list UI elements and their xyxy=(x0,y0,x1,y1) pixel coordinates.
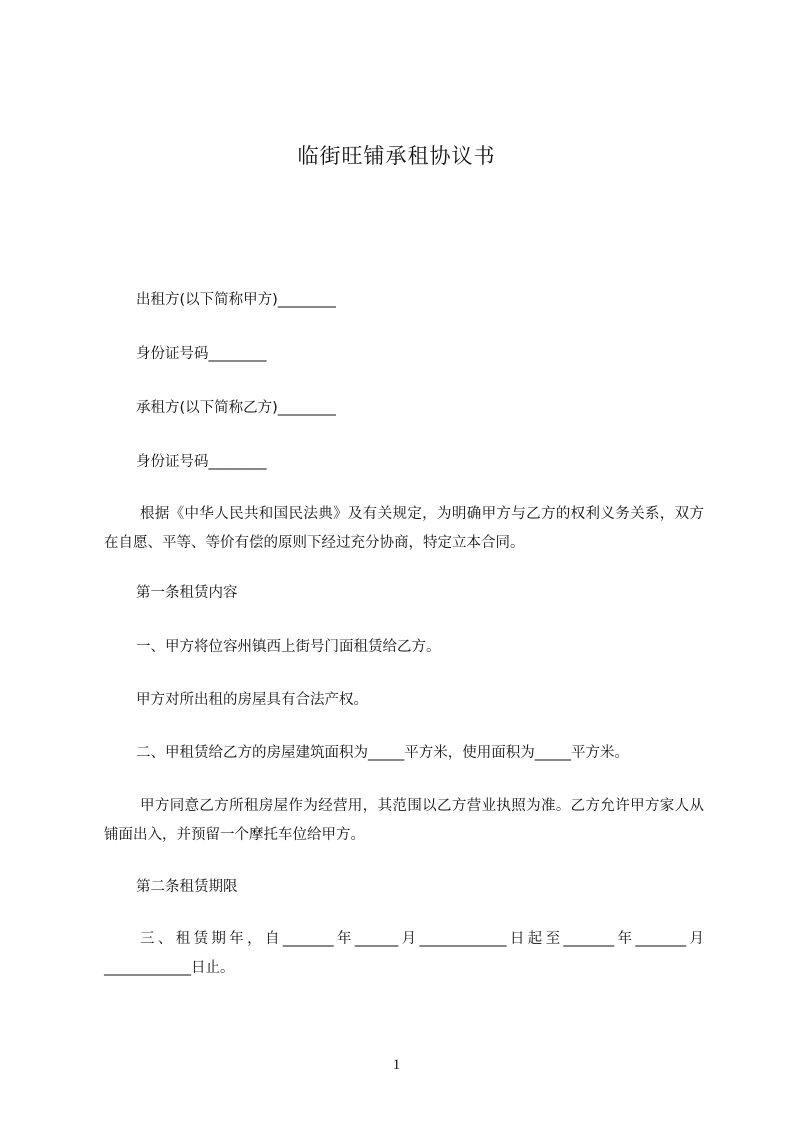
document-title: 临街旺铺承租协议书 xyxy=(297,144,496,168)
usage-paragraph: 甲方同意乙方所租房屋作为经营用，其范围以乙方营业执照为准。乙方允许甲方家人从铺面出入，并预留一个摩托车位给甲方。 xyxy=(104,798,704,843)
page-number: 1 xyxy=(392,1057,401,1073)
lessor-line: 出租方(以下简称甲方)________ xyxy=(136,292,336,308)
clause-1: 一、甲方将位容州镇西上街号门面租赁给乙方。 xyxy=(136,639,441,655)
clause-2: 二、甲租赁给乙方的房屋建筑面积为_____平方米，使用面积为_____平方米。 xyxy=(136,745,629,761)
article-2-heading: 第二条租赁期限 xyxy=(136,879,238,895)
clause-3: 三、租赁期年，自_______年______月____________日起至_______年_______月____________日止。 xyxy=(104,931,704,976)
clause-1-note: 甲方对所出租的房屋具有合法产权。 xyxy=(136,692,368,708)
lessee-id-line: 身份证号码________ xyxy=(136,454,267,470)
lessee-line: 承租方(以下简称乙方)________ xyxy=(136,400,336,416)
lessor-id-line: 身份证号码________ xyxy=(136,346,267,362)
intro-paragraph: 根据《中华人民共和国民法典》及有关规定，为明确甲方与乙方的权利义务关系，双方在自愿、平等、等价有偿的原则下经过充分协商，特定立本合同。 xyxy=(104,506,704,551)
article-1-heading: 第一条租赁内容 xyxy=(136,585,238,601)
